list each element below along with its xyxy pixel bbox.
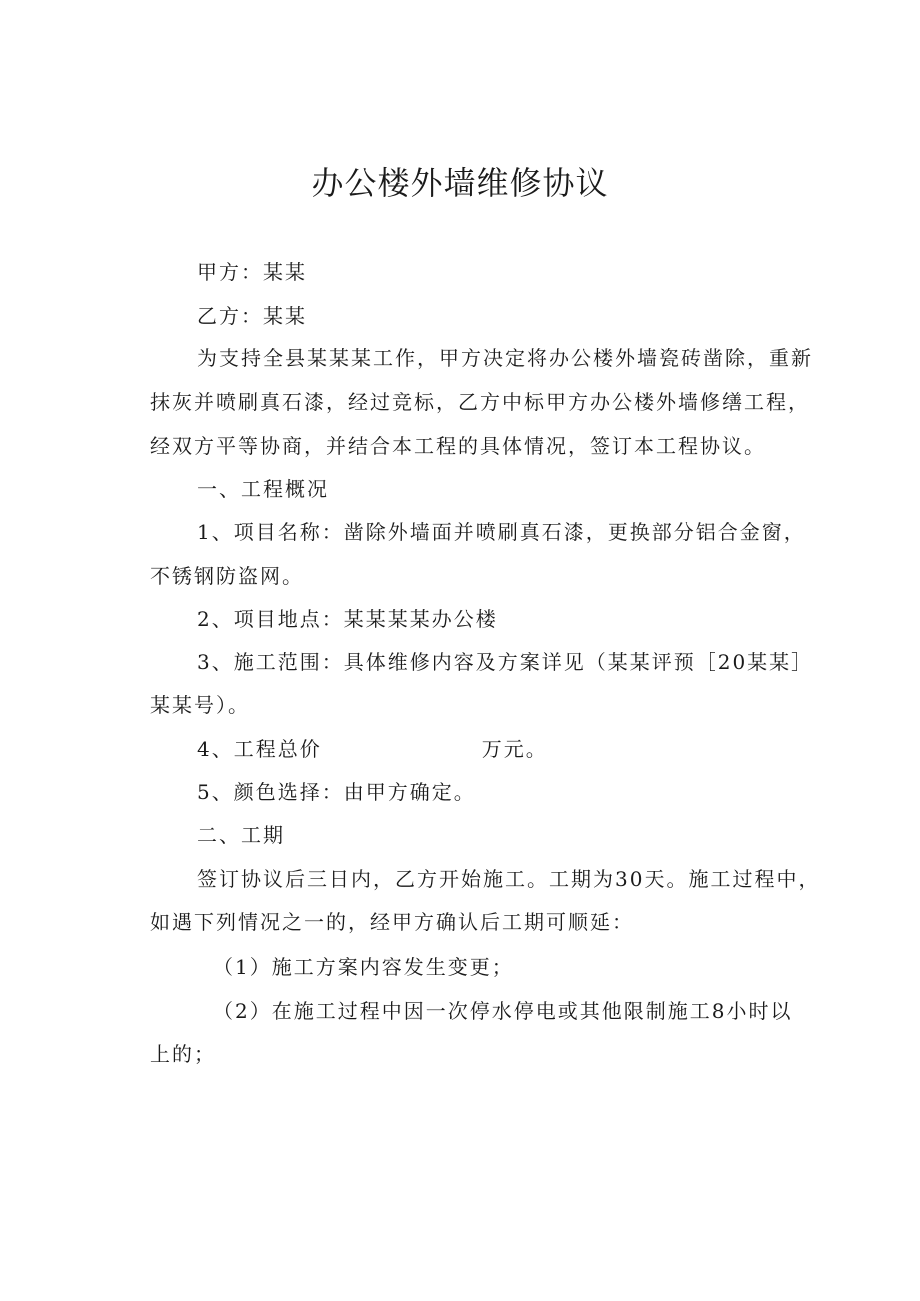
section2-heading: 二、工期	[197, 823, 285, 847]
intro-line-2: 抹灰并喷刷真石漆，经过竞标，乙方中标甲方办公楼外墙修缮工程，	[150, 390, 810, 414]
item3-line-1: 3、施工范围：具体维修内容及方案详见（某某评预［20某某］	[197, 650, 814, 674]
intro-line-1: 为支持全县某某某工作，甲方决定将办公楼外墙瓷砖凿除，重新	[197, 346, 813, 370]
item5: 5、颜色选择：由甲方确定。	[197, 780, 476, 804]
condition-1: （1）施工方案内容发生变更；	[213, 955, 514, 979]
item2: 2、项目地点：某某某某办公楼	[197, 607, 498, 631]
intro-line-3: 经双方平等协商，并结合本工程的具体情况，签订本工程协议。	[150, 434, 766, 458]
item3-line-2: 某某号）。	[150, 693, 250, 717]
item4	[197, 735, 548, 763]
party-a: 甲方：某某	[197, 260, 307, 284]
item1-line-2: 不锈钢防盗网。	[150, 564, 304, 588]
condition-2-line-1: （2）在施工过程中因一次停水停电或其他限制施工8小时以	[213, 999, 793, 1023]
section1-heading: 一、工程概况	[197, 477, 329, 501]
document-title: 办公楼外墙维修协议	[311, 164, 609, 202]
condition-2-line-2: 上的；	[150, 1042, 216, 1066]
section2-para-line-1: 签订协议后三日内，乙方开始施工。工期为30天。施工过程中，	[197, 867, 821, 891]
section2-para-line-2: 如遇下列情况之一的，经甲方确认后工期可顺延：	[150, 910, 634, 934]
item4-label: 4、工程总价	[197, 737, 322, 761]
item1-line-1: 1、项目名称：凿除外墙面并喷刷真石漆，更换部分铝合金窗，	[197, 520, 806, 544]
party-b: 乙方：某某	[197, 304, 307, 328]
item4-unit: 万元。	[481, 737, 548, 761]
